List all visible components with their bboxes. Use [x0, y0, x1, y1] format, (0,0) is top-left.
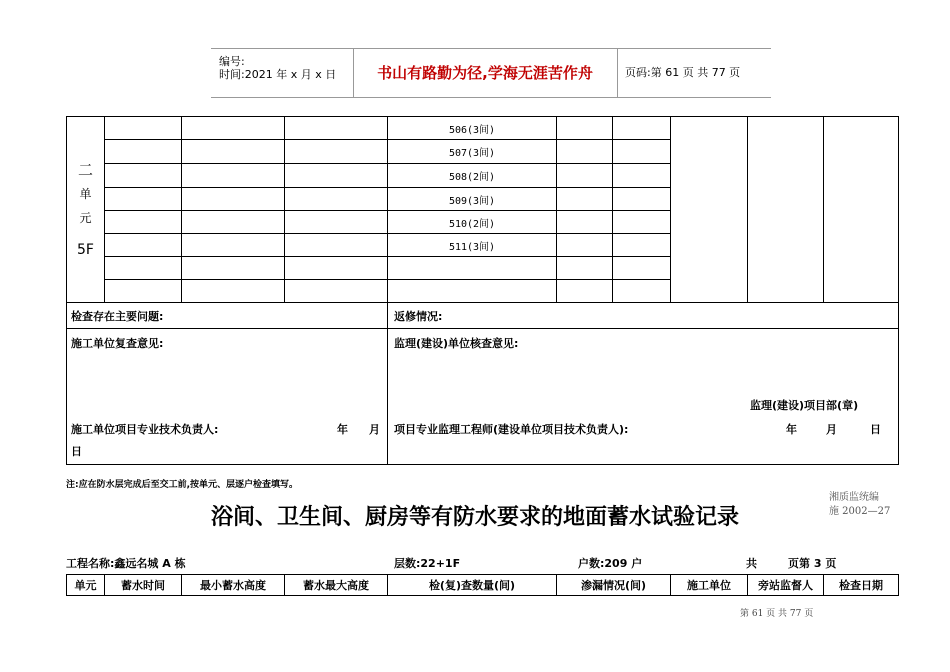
leak-cell	[557, 257, 613, 280]
page-header	[211, 48, 771, 98]
col-leak: 渗漏情况(间)	[557, 575, 671, 596]
repair-label: 返修情况:	[388, 303, 899, 329]
header-meta	[211, 49, 354, 97]
min-height-cell	[182, 140, 285, 164]
leak-cell	[557, 164, 613, 188]
leak-cell	[557, 234, 613, 257]
room-cell: 511(3间)	[388, 234, 557, 257]
time-label: 时间:2021 年 x 月 x 日	[219, 68, 337, 81]
storage-time-cell	[105, 257, 182, 280]
min-height-cell	[182, 164, 285, 188]
col-check-date: 检查日期	[824, 575, 899, 596]
main-issues-label: 检查存在主要问题:	[67, 303, 388, 329]
total-label: 共	[746, 557, 757, 570]
unit-line1: 二	[77, 160, 93, 179]
min-height-cell	[182, 234, 285, 257]
storage-time-cell	[105, 164, 182, 188]
contractor-review-cell	[67, 329, 388, 465]
leak-cell	[613, 164, 671, 188]
unit-line2: 单	[79, 186, 92, 201]
supervisor-review-label: 监理(建设)单位核查意见:	[394, 337, 519, 350]
day-label: 日	[71, 445, 82, 458]
leak-cell	[557, 211, 613, 234]
supervisor-review-cell	[388, 329, 899, 465]
header-motto: 书山有路勤为径,学海无涯苦作舟	[353, 49, 618, 97]
room-cell: 506(3间)	[388, 117, 557, 140]
header-page-label: 页码:第 61 页 共 77 页	[625, 66, 741, 79]
contractor-cell	[671, 117, 748, 303]
room-cell: 508(2间)	[388, 164, 557, 188]
contractor-person-label: 施工单位项目专业技术负责人:	[71, 423, 219, 436]
col-check-count: 检(复)查数量(间)	[388, 575, 557, 596]
room-cell: 509(3间)	[388, 188, 557, 211]
month-label: 月	[369, 423, 380, 436]
date-cell	[824, 117, 899, 303]
max-height-cell	[285, 211, 388, 234]
supervisor-cell	[748, 117, 824, 303]
storage-time-cell	[105, 117, 182, 140]
col-unit: 单元	[67, 575, 105, 596]
max-height-cell	[285, 234, 388, 257]
leak-cell	[557, 188, 613, 211]
project-name: 工程名称:鑫远名城 A 栋	[66, 557, 186, 570]
room-cell	[388, 257, 557, 280]
storage-time-cell	[105, 234, 182, 257]
leak-cell	[613, 211, 671, 234]
leak-cell	[613, 280, 671, 303]
form-code	[829, 491, 890, 519]
supervisor-person-label: 项目专业监理工程师(建设单位项目技术负责人):	[394, 423, 629, 436]
max-height-cell	[285, 280, 388, 303]
col-contractor: 施工单位	[671, 575, 748, 596]
floor-label: 5F	[77, 241, 94, 258]
leak-cell	[613, 257, 671, 280]
households-info: 户数:209 户	[578, 557, 643, 570]
form-note: 注:应在防水层完成后至交工前,按单元、层逐户检查填写。	[66, 480, 299, 490]
sup-month-label: 月	[826, 423, 837, 436]
col-max-height: 蓄水最大高度	[285, 575, 388, 596]
min-height-cell	[182, 211, 285, 234]
col-storage-time: 蓄水时间	[105, 575, 182, 596]
form-code-line1: 湘质监统编	[829, 492, 879, 503]
leak-cell	[613, 188, 671, 211]
storage-time-cell	[105, 140, 182, 164]
form-title: 浴间、卫生间、厨房等有防水要求的地面蓄水试验记录	[210, 504, 739, 530]
storage-time-cell	[105, 211, 182, 234]
form-code-line2: 施 2002—27	[829, 506, 891, 517]
max-height-cell	[285, 164, 388, 188]
leak-cell	[613, 117, 671, 140]
max-height-cell	[285, 188, 388, 211]
room-cell	[388, 280, 557, 303]
leak-cell	[557, 140, 613, 164]
col-min-height: 最小蓄水高度	[182, 575, 285, 596]
min-height-cell	[182, 117, 285, 140]
contractor-review-label: 施工单位复查意见:	[71, 337, 164, 350]
max-height-cell	[285, 257, 388, 280]
leak-cell	[557, 280, 613, 303]
col-supervisor: 旁站监督人	[748, 575, 824, 596]
max-height-cell	[285, 140, 388, 164]
record-table	[66, 116, 899, 465]
max-height-cell	[285, 117, 388, 140]
number-label: 编号:	[219, 55, 245, 68]
room-cell: 507(3间)	[388, 140, 557, 164]
sup-day-label: 日	[870, 423, 881, 436]
leak-cell	[613, 234, 671, 257]
storage-time-cell	[105, 188, 182, 211]
page-footer: 第 61 页 共 77 页	[740, 609, 814, 619]
unit-line3: 元	[79, 210, 92, 225]
min-height-cell	[182, 188, 285, 211]
storage-time-cell	[105, 280, 182, 303]
leak-cell	[557, 117, 613, 140]
unit-label	[67, 117, 105, 303]
columns-header-table	[66, 574, 899, 596]
sup-year-label: 年	[786, 423, 797, 436]
page-info: 页第 3 页	[788, 557, 837, 570]
supervisor-dept-label: 监理(建设)项目部(章)	[750, 399, 859, 412]
leak-cell	[613, 140, 671, 164]
min-height-cell	[182, 257, 285, 280]
floors-info: 层数:22+1F	[394, 557, 461, 570]
room-cell: 510(2间)	[388, 211, 557, 234]
year-label: 年	[337, 423, 348, 436]
min-height-cell	[182, 280, 285, 303]
